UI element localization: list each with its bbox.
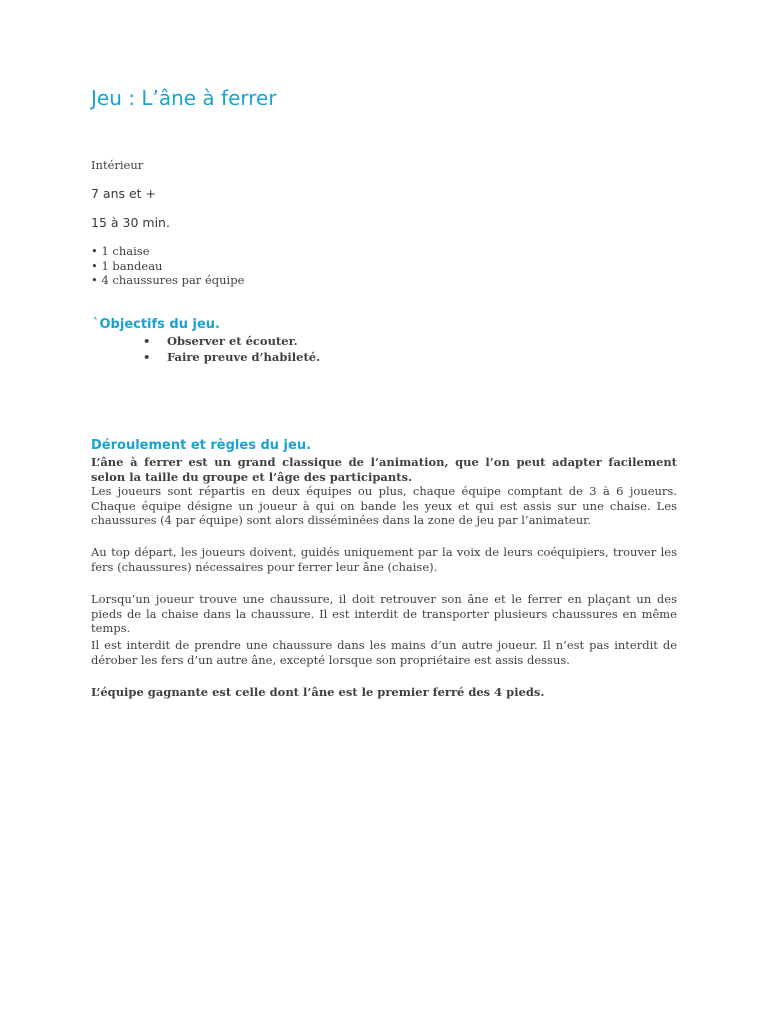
age-text: 7 ans et +: [91, 186, 157, 201]
rules-paragraph-4: Il est interdit de prendre une chaussure dans les mains d’un autre joueur. Il n’est pas interdit de dérober les fers d’un autre âne, excepté lorsque son propriétaire est assis dessus.: [91, 638, 677, 667]
objective-item: [143, 333, 320, 349]
rules-paragraph-1: Les joueurs sont répartis en deux équipes ou plus, chaque équipe comptant de 3 à 6 joueurs. Chaque équipe désigne un joueur à qui on bande les yeux et qui est assis sur une chaise. Les chaussures (4 par équipe) sont alors disséminées dans la zone de jeu par l’animateur.: [91, 484, 677, 527]
rules-heading: Déroulement et règles du jeu.: [91, 438, 312, 453]
objectives-list: [143, 333, 320, 365]
bullet-icon: •: [143, 350, 151, 364]
rules-paragraph-2: Au top départ, les joueurs doivent, guidés uniquement par la voix de leurs coéquipiers, trouver les fers (chaussures) nécessaires pour ferrer leur âne (chaise).: [91, 545, 677, 574]
rules-paragraph-3: Lorsqu’un joueur trouve une chaussure, il doit retrouver son âne et le ferrer en plaçant un des pieds de la chaise dans la chaussure. Il est interdit de transporter plusieurs chaussures en même temps.: [91, 592, 677, 635]
objective-text: Observer et écouter.: [167, 334, 298, 348]
objective-text: Faire preuve d’habileté.: [167, 350, 321, 364]
rules-intro: L’âne à ferrer est un grand classique de l’animation, que l’on peut adapter facilement selon la taille du groupe et l’âge des participants.: [91, 455, 677, 484]
bullet-icon: •: [143, 334, 151, 348]
rules-conclusion: L’équipe gagnante est celle dont l’âne est le premier ferré des 4 pieds.: [91, 685, 545, 699]
equipment-list: [91, 244, 244, 288]
equipment-item: • 1 bandeau: [91, 258, 163, 273]
objective-item: [143, 349, 320, 365]
equipment-item: • 1 chaise: [91, 244, 150, 258]
page-title: Jeu : L’âne à ferrer: [91, 86, 277, 110]
location-text: Intérieur: [91, 158, 144, 172]
objectives-heading: `Objectifs du jeu.: [93, 317, 220, 332]
duration-text: 15 à 30 min.: [91, 215, 170, 230]
equipment-item: • 4 chaussures par équipe: [91, 273, 245, 287]
